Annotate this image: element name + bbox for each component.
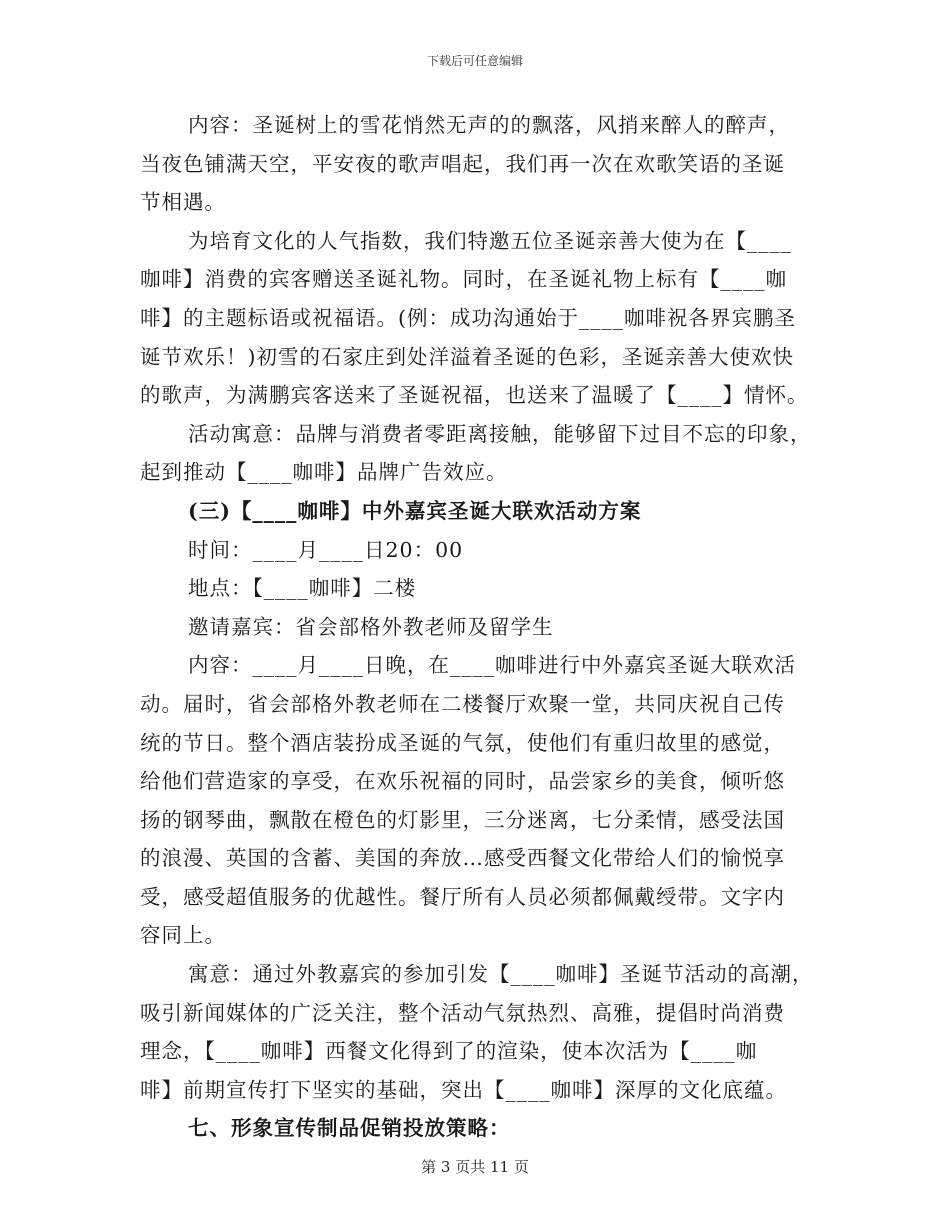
document-body xyxy=(140,106,814,1148)
text-line: 寓意：通过外教嘉宾的参加引发【____咖啡】圣诞节活动的高潮， xyxy=(188,962,814,987)
section-heading: (三)【____咖啡】中外嘉宾圣诞大联欢活动方案 xyxy=(188,498,642,523)
text-line: 给他们营造家的享受，在欢乐祝福的同时，品尝家乡的美食，倾听悠 xyxy=(140,769,785,794)
text-line: 的浪漫、英国的含蓄、美国的奔放…感受西餐文化带给人们的愉悦享 xyxy=(140,846,785,871)
section-heading: 七、形象宣传制品促销投放策略： xyxy=(188,1116,511,1141)
text-line: 诞节欢乐！)初雪的石家庄到处洋溢着圣诞的色彩，圣诞亲善大使欢快 xyxy=(140,344,794,369)
text-line: 地点：【____咖啡】二楼 xyxy=(188,576,417,601)
text-line: 吸引新闻媒体的广泛关注，整个活动气氛热烈、高雅，提倡时尚消费 xyxy=(140,1000,785,1025)
text-line: 啡】前期宣传打下坚实的基础，突出【____咖啡】深厚的文化底蕴。 xyxy=(140,1077,787,1102)
text-line: 起到推动【____咖啡】品牌广告效应。 xyxy=(140,460,508,485)
text-line: 为培育文化的人气指数，我们特邀五位圣诞亲善大使为在【____ xyxy=(188,228,792,253)
text-line: 容同上。 xyxy=(140,923,226,948)
page-footer: 第 3 页共 11 页 xyxy=(421,1158,529,1176)
text-line: 动。届时，省会部格外教老师在二楼餐厅欢聚一堂，共同庆祝自己传 xyxy=(140,691,785,716)
text-line: 节相遇。 xyxy=(140,190,226,215)
text-line: 受，感受超值服务的优越性。餐厅所有人员必须都佩戴绶带。文字内 xyxy=(140,884,785,909)
text-line: 啡】的主题标语或祝福语。(例：成功沟通始于____咖啡祝各界宾鹏圣 xyxy=(140,305,796,330)
text-line: 统的节日。整个酒店装扮成圣诞的气氛，使他们有重归故里的感觉， xyxy=(140,730,785,755)
text-line: 理念，【____咖啡】西餐文化得到了的渲染，使本次活为【____咖 xyxy=(140,1039,758,1064)
text-line: 扬的钢琴曲，飘散在橙色的灯影里，三分迷离，七分柔情，感受法国 xyxy=(140,807,785,832)
text-line: 咖啡】消费的宾客赠送圣诞礼物。同时，在圣诞礼物上标有【____咖 xyxy=(140,267,787,292)
text-line: 当夜色铺满天空，平安夜的歌声唱起，我们再一次在欢歌笑语的圣诞 xyxy=(140,151,785,176)
text-line: 活动寓意：品牌与消费者零距离接触，能够留下过目不忘的印象， xyxy=(188,421,812,446)
text-line: 的歌声，为满鹏宾客送来了圣诞祝福，也送来了温暖了【____】情怀。 xyxy=(140,383,809,408)
text-line: 时间：____月____日20：00 xyxy=(188,537,464,562)
text-line: 邀请嘉宾：省会部格外教老师及留学生 xyxy=(188,614,554,639)
page-header: 下载后可任意编辑 xyxy=(426,54,523,68)
text-line: 内容：____月____日晚，在____咖啡进行中外嘉宾圣诞大联欢活 xyxy=(188,653,796,678)
text-line: 内容：圣诞树上的雪花悄然无声的的飘落，风捎来醉人的醉声， xyxy=(188,113,790,137)
